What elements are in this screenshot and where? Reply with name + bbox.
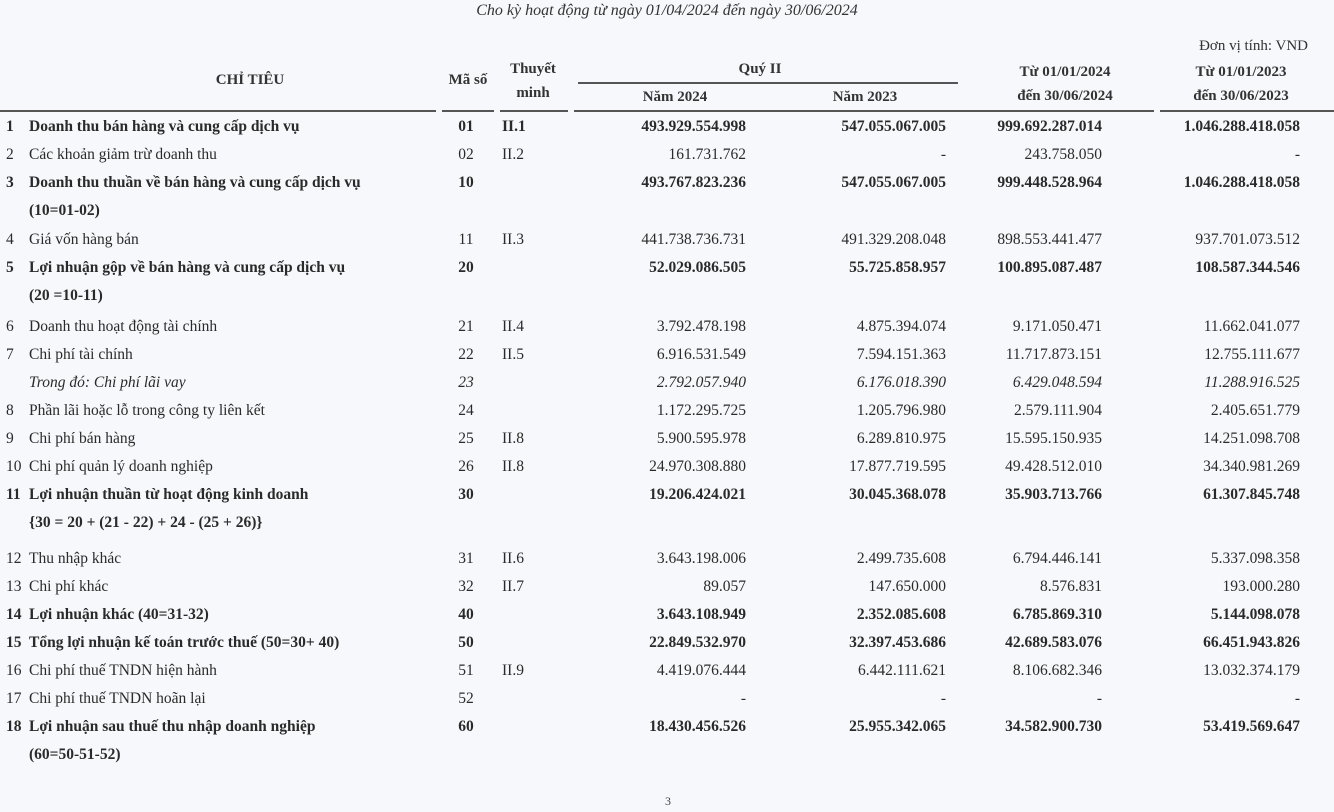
value-ytd-2024: 8.576.831	[1040, 578, 1102, 595]
header-year-2024: Năm 2024	[642, 89, 708, 105]
header-thuyet-minh-line2: minh	[516, 85, 550, 101]
value-q2-2024: 52.029.086.505	[649, 259, 746, 276]
value-q2-2024: 3.643.198.006	[656, 550, 746, 567]
page-number: 3	[665, 794, 671, 808]
row-number: 17	[6, 690, 22, 707]
table-row	[0, 578, 1334, 606]
table-row	[0, 662, 1334, 690]
header-bottom-line	[1160, 110, 1334, 112]
value-q2-2023: 2.352.085.608	[856, 606, 946, 623]
row-code: 60	[458, 718, 474, 735]
value-ytd-2024: 35.903.713.766	[1005, 486, 1102, 503]
row-number: 16	[6, 662, 22, 679]
row-note: II.9	[502, 662, 524, 679]
value-q2-2023: 25.955.342.065	[849, 718, 946, 735]
table-row	[0, 430, 1334, 458]
table-row	[0, 231, 1334, 259]
value-ytd-2024: 34.582.900.730	[1005, 718, 1102, 735]
table-row	[0, 318, 1334, 346]
row-code: 24	[458, 402, 474, 419]
value-q2-2024: 18.430.456.526	[649, 718, 746, 735]
value-ytd-2024: 6.794.446.141	[1012, 550, 1102, 567]
row-note: II.5	[502, 346, 524, 363]
value-ytd-2024: 8.106.682.346	[1012, 662, 1102, 679]
table-row	[0, 718, 1334, 763]
value-ytd-2024: 100.895.087.487	[997, 259, 1102, 276]
value-ytd-2023: 34.340.981.269	[1203, 458, 1300, 475]
value-q2-2023: 547.055.067.005	[841, 118, 946, 135]
value-q2-2024: 89.057	[703, 578, 746, 595]
row-code: 21	[458, 318, 474, 335]
table-row	[0, 634, 1334, 662]
row-number: 18	[6, 718, 22, 735]
table-row	[0, 606, 1334, 634]
table-row	[0, 259, 1334, 304]
value-ytd-2023: 14.251.098.708	[1203, 430, 1300, 447]
value-q2-2024: 24.970.308.880	[649, 458, 746, 475]
row-number: 2	[6, 146, 14, 163]
row-label-continuation: (20 =10-11)	[29, 287, 103, 304]
row-label-continuation: {30 = 20 + (21 - 22) + 24 - (25 + 26)}	[29, 514, 263, 531]
header-year-2023: Năm 2023	[832, 89, 898, 105]
table-row	[0, 690, 1334, 718]
value-ytd-2023: 108.587.344.546	[1195, 259, 1300, 276]
row-note: II.8	[502, 458, 524, 475]
value-q2-2024: 22.849.532.970	[649, 634, 746, 651]
value-q2-2024: 493.929.554.998	[641, 118, 746, 135]
table-row	[0, 146, 1334, 174]
row-number: 14	[6, 606, 22, 623]
row-label: Trong đó: Chi phí lãi vay	[29, 374, 186, 391]
value-ytd-2024: -	[1096, 690, 1102, 707]
value-q2-2023: 4.875.394.074	[856, 318, 946, 335]
row-label: Doanh thu thuần về bán hàng và cung cấp dịch vụ	[29, 174, 361, 191]
row-label: Chi phí quản lý doanh nghiệp	[29, 458, 213, 475]
value-ytd-2024: 9.171.050.471	[1012, 318, 1102, 335]
row-code: 31	[458, 550, 474, 567]
report-period-subtitle: Cho kỳ hoạt động từ ngày 01/04/2024 đến ngày 30/06/2024	[476, 2, 858, 19]
value-ytd-2023: 11.288.916.525	[1204, 374, 1300, 391]
row-label-continuation: (10=01-02)	[29, 202, 100, 219]
value-q2-2023: -	[940, 690, 946, 707]
row-code: 11	[458, 231, 474, 248]
value-q2-2024: 161.731.762	[668, 146, 746, 163]
table-row	[0, 458, 1334, 486]
row-code: 23	[458, 374, 474, 391]
row-label: Doanh thu hoạt động tài chính	[29, 318, 218, 335]
value-q2-2024: 19.206.424.021	[649, 486, 746, 503]
row-note: II.6	[502, 550, 524, 567]
row-note: II.3	[502, 231, 524, 248]
row-code: 10	[458, 174, 474, 191]
value-ytd-2023: 12.755.111.677	[1204, 346, 1300, 363]
value-ytd-2024: 6.429.048.594	[1012, 374, 1102, 391]
value-ytd-2023: 61.307.845.748	[1203, 486, 1300, 503]
row-label: Chi phí thuế TNDN hoãn lại	[29, 690, 206, 707]
row-note: II.8	[502, 430, 524, 447]
header-bottom-line	[574, 110, 1154, 112]
value-ytd-2023: 1.046.288.418.058	[1183, 174, 1300, 191]
value-ytd-2024: 42.689.583.076	[1005, 634, 1102, 651]
row-code: 30	[458, 486, 474, 503]
row-number: 15	[6, 634, 22, 651]
row-number: 11	[6, 486, 21, 503]
value-q2-2024: 3.643.108.949	[656, 606, 746, 623]
value-q2-2023: 6.289.810.975	[856, 430, 946, 447]
value-ytd-2023: 2.405.651.779	[1210, 402, 1300, 419]
row-code: 50	[458, 634, 474, 651]
row-label: Phần lãi hoặc lỗ trong công ty liên kết	[29, 402, 265, 419]
value-q2-2023: 55.725.858.957	[849, 259, 946, 276]
row-code: 02	[458, 146, 474, 163]
value-ytd-2023: 5.144.098.078	[1210, 606, 1300, 623]
value-ytd-2024: 2.579.111.904	[1014, 402, 1102, 419]
row-code: 20	[458, 259, 474, 276]
value-q2-2023: 7.594.151.363	[856, 346, 946, 363]
table-row	[0, 346, 1334, 374]
row-number: 1	[6, 118, 14, 135]
header-bottom-line	[442, 110, 494, 112]
row-note: II.2	[502, 146, 524, 163]
row-label: Lợi nhuận sau thuế thu nhập doanh nghiệp	[29, 718, 316, 735]
row-code: 40	[458, 606, 474, 623]
table-row	[0, 550, 1334, 578]
row-note: II.4	[502, 318, 524, 335]
row-note: II.1	[502, 118, 526, 135]
table-row	[0, 486, 1334, 531]
row-label: Thu nhập khác	[29, 550, 122, 567]
row-number: 5	[6, 259, 14, 276]
value-q2-2024: 6.916.531.549	[656, 346, 746, 363]
value-q2-2024: 3.792.478.198	[656, 318, 746, 335]
row-label: Các khoản giảm trừ doanh thu	[29, 146, 217, 163]
row-label: Chi phí bán hàng	[29, 430, 136, 447]
row-code: 26	[458, 458, 474, 475]
row-number: 10	[6, 458, 22, 475]
value-ytd-2023: 5.337.098.358	[1210, 550, 1300, 567]
row-code: 01	[458, 118, 474, 135]
value-q2-2023: 32.397.453.686	[849, 634, 946, 651]
value-ytd-2024: 49.428.512.010	[1005, 458, 1102, 475]
value-ytd-2023: 13.032.374.179	[1203, 662, 1300, 679]
value-q2-2023: 147.650.000	[868, 578, 946, 595]
table-row	[0, 402, 1334, 430]
value-q2-2024: 2.792.057.940	[656, 374, 746, 391]
row-label-continuation: (60=50-51-52)	[29, 746, 121, 763]
header-ytd-2024-line2: đến 30/06/2024	[1017, 88, 1113, 104]
value-q2-2023: 6.176.018.390	[856, 374, 946, 391]
value-q2-2023: -	[940, 146, 946, 163]
row-label: Lợi nhuận thuần từ hoạt động kinh doanh	[29, 486, 309, 503]
value-q2-2023: 491.329.208.048	[841, 231, 946, 248]
value-q2-2024: 493.767.823.236	[641, 174, 746, 191]
row-note: II.7	[502, 578, 524, 595]
value-ytd-2023: 53.419.569.647	[1203, 718, 1300, 735]
value-q2-2024: 5.900.595.978	[656, 430, 746, 447]
row-code: 32	[458, 578, 474, 595]
row-code: 52	[458, 690, 474, 707]
value-q2-2023: 30.045.368.078	[849, 486, 946, 503]
value-ytd-2024: 6.785.869.310	[1012, 606, 1102, 623]
quarter-divider-line	[578, 82, 958, 84]
row-code: 25	[458, 430, 474, 447]
header-chi-tieu: CHỈ TIÊU	[215, 72, 285, 88]
row-number: 12	[6, 550, 22, 567]
value-q2-2024: 4.419.076.444	[656, 662, 746, 679]
value-ytd-2024: 999.692.287.014	[997, 118, 1102, 135]
header-thuyet-minh-line1: Thuyết	[510, 61, 556, 77]
row-label: Tổng lợi nhuận kế toán trước thuế (50=30+ 40)	[29, 634, 340, 651]
value-ytd-2023: -	[1294, 146, 1300, 163]
value-ytd-2023: 11.662.041.077	[1203, 318, 1300, 335]
header-ytd-2023-line2: đến 30/06/2023	[1193, 88, 1289, 104]
header-ytd-2023-line1: Từ 01/01/2023	[1195, 64, 1287, 80]
value-ytd-2024: 243.758.050	[1024, 146, 1102, 163]
row-code: 22	[458, 346, 474, 363]
row-label: Giá vốn hàng bán	[29, 231, 139, 248]
header-bottom-line	[500, 110, 568, 112]
value-ytd-2024: 999.448.528.964	[997, 174, 1102, 191]
row-label: Lợi nhuận khác (40=31-32)	[29, 606, 209, 623]
header-ma-so: Mã số	[448, 72, 488, 88]
value-ytd-2024: 898.553.441.477	[997, 231, 1102, 248]
value-ytd-2024: 15.595.150.935	[1005, 430, 1102, 447]
value-q2-2024: -	[740, 690, 746, 707]
header-ytd-2024-line1: Từ 01/01/2024	[1019, 64, 1111, 80]
row-number: 9	[6, 430, 14, 447]
value-ytd-2024: 11.717.873.151	[1005, 346, 1102, 363]
row-label: Chi phí tài chính	[29, 346, 133, 363]
value-ytd-2023: 1.046.288.418.058	[1183, 118, 1300, 135]
row-number: 6	[6, 318, 14, 335]
table-row	[0, 374, 1334, 402]
currency-unit: Đơn vị tính: VND	[1199, 38, 1308, 54]
value-q2-2024: 441.738.736.731	[641, 231, 746, 248]
value-q2-2023: 547.055.067.005	[841, 174, 946, 191]
value-q2-2023: 17.877.719.595	[849, 458, 946, 475]
value-q2-2023: 6.442.111.621	[858, 662, 946, 679]
header-quarter: Quý II	[738, 61, 782, 77]
row-label: Doanh thu bán hàng và cung cấp dịch vụ	[29, 118, 300, 135]
value-ytd-2023: 193.000.280	[1222, 578, 1300, 595]
value-q2-2024: 1.172.295.725	[656, 402, 746, 419]
header-bottom-line	[0, 110, 436, 112]
row-number: 7	[6, 346, 14, 363]
value-q2-2023: 2.499.735.608	[856, 550, 946, 567]
row-code: 51	[458, 662, 474, 679]
row-number: 4	[6, 231, 14, 248]
value-ytd-2023: 66.451.943.826	[1203, 634, 1300, 651]
row-label: Chi phí thuế TNDN hiện hành	[29, 662, 217, 679]
value-ytd-2023: 937.701.073.512	[1195, 231, 1300, 248]
row-label: Lợi nhuận gộp về bán hàng và cung cấp dịch vụ	[29, 259, 346, 276]
row-number: 8	[6, 402, 14, 419]
row-label: Chi phí khác	[29, 578, 109, 595]
row-number: 13	[6, 578, 22, 595]
table-row	[0, 174, 1334, 219]
value-q2-2023: 1.205.796.980	[856, 402, 946, 419]
value-ytd-2023: -	[1294, 690, 1300, 707]
row-number: 3	[6, 174, 14, 191]
table-row	[0, 118, 1334, 146]
